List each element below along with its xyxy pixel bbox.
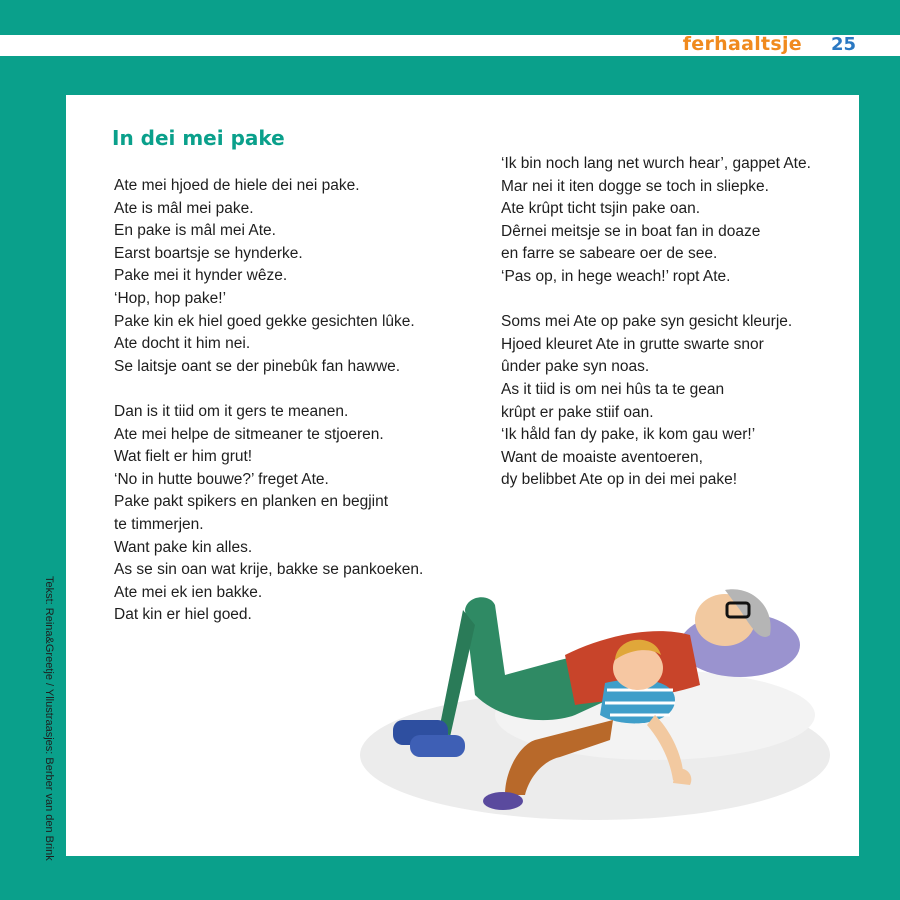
story-line: ‘Hop, hop pake!’ — [114, 289, 227, 307]
story-line: Wat fielt er him grut! — [114, 448, 253, 466]
story-line: te timmerjen. — [114, 515, 204, 533]
page-number: 25 — [830, 34, 856, 55]
story-line: ûnder pake syn noas. — [501, 358, 650, 376]
story-line: ‘Pas op, in hege weach!’ ropt Ate. — [501, 267, 731, 285]
story-line: Pake kin ek hiel goed gekke gesichten lûke. — [114, 312, 415, 330]
story-line: dy belibbet Ate op in dei mei pake! — [501, 471, 738, 489]
story-line: ‘Ik håld fan dy pake, ik kom gau wer!’ — [501, 426, 756, 444]
story-line: Se laitsje oant se der pinebûk fan hawwe. — [114, 357, 401, 375]
story-line: en farre se sabeare oer de see. — [501, 245, 718, 263]
section-label: ferhaaltsje — [682, 33, 802, 55]
story-line: Want pake kin alles. — [114, 538, 253, 556]
grandpa-and-child-illustration — [355, 565, 835, 835]
story-title: In dei mei pake — [112, 126, 285, 150]
stanza — [114, 175, 454, 378]
stanza — [501, 153, 841, 289]
story-line: Ate krûpt ticht tsjin pake oan. — [501, 200, 701, 218]
story-line: Ate is mâl mei pake. — [114, 199, 254, 217]
credits: Tekst: Reina&Greetje / Yllustraasjes: Berber van den Brink — [43, 576, 55, 861]
story-line: Mar nei it iten dogge se toch in sliepke. — [501, 177, 769, 195]
story-line: Pake mei it hynder wêze. — [114, 267, 288, 285]
story-line: Dat kin er hiel goed. — [114, 606, 252, 624]
story-line: Want de moaiste aventoeren, — [501, 448, 703, 466]
story-line: Earst boartsje se hynderke. — [114, 244, 303, 262]
story-line: En pake is mâl mei Ate. — [114, 222, 276, 240]
story-line: Dan is it tiid om it gers te meanen. — [114, 402, 349, 420]
story-line: Ate mei helpe de sitmeaner te stjoeren. — [114, 425, 384, 443]
story-line: Ate docht it him nei. — [114, 335, 251, 353]
story-line: Hjoed kleuret Ate in grutte swarte snor — [501, 335, 764, 353]
story-line: As se sin oan wat krije, bakke se pankoeken. — [114, 561, 424, 579]
story-line: As it tiid is om nei hûs ta te gean — [501, 380, 725, 398]
story-line: Ate mei hjoed de hiele dei nei pake. — [114, 177, 360, 194]
story-line: Soms mei Ate op pake syn gesicht kleurje. — [501, 313, 793, 331]
story-line: ‘No in hutte bouwe?’ freget Ate. — [114, 470, 329, 488]
stanza — [501, 311, 841, 492]
story-line: Dêrnei meitsje se in boat fan in doaze — [501, 222, 761, 240]
story-line: krûpt er pake stiif oan. — [501, 403, 654, 421]
story-right-column — [501, 153, 841, 515]
story-line: Ate mei ek ien bakke. — [114, 583, 263, 601]
story-line: ‘Ik bin noch lang net wurch hear’, gappet Ate. — [501, 155, 811, 172]
story-line: Pake pakt spikers en planken en begjint — [114, 493, 389, 511]
